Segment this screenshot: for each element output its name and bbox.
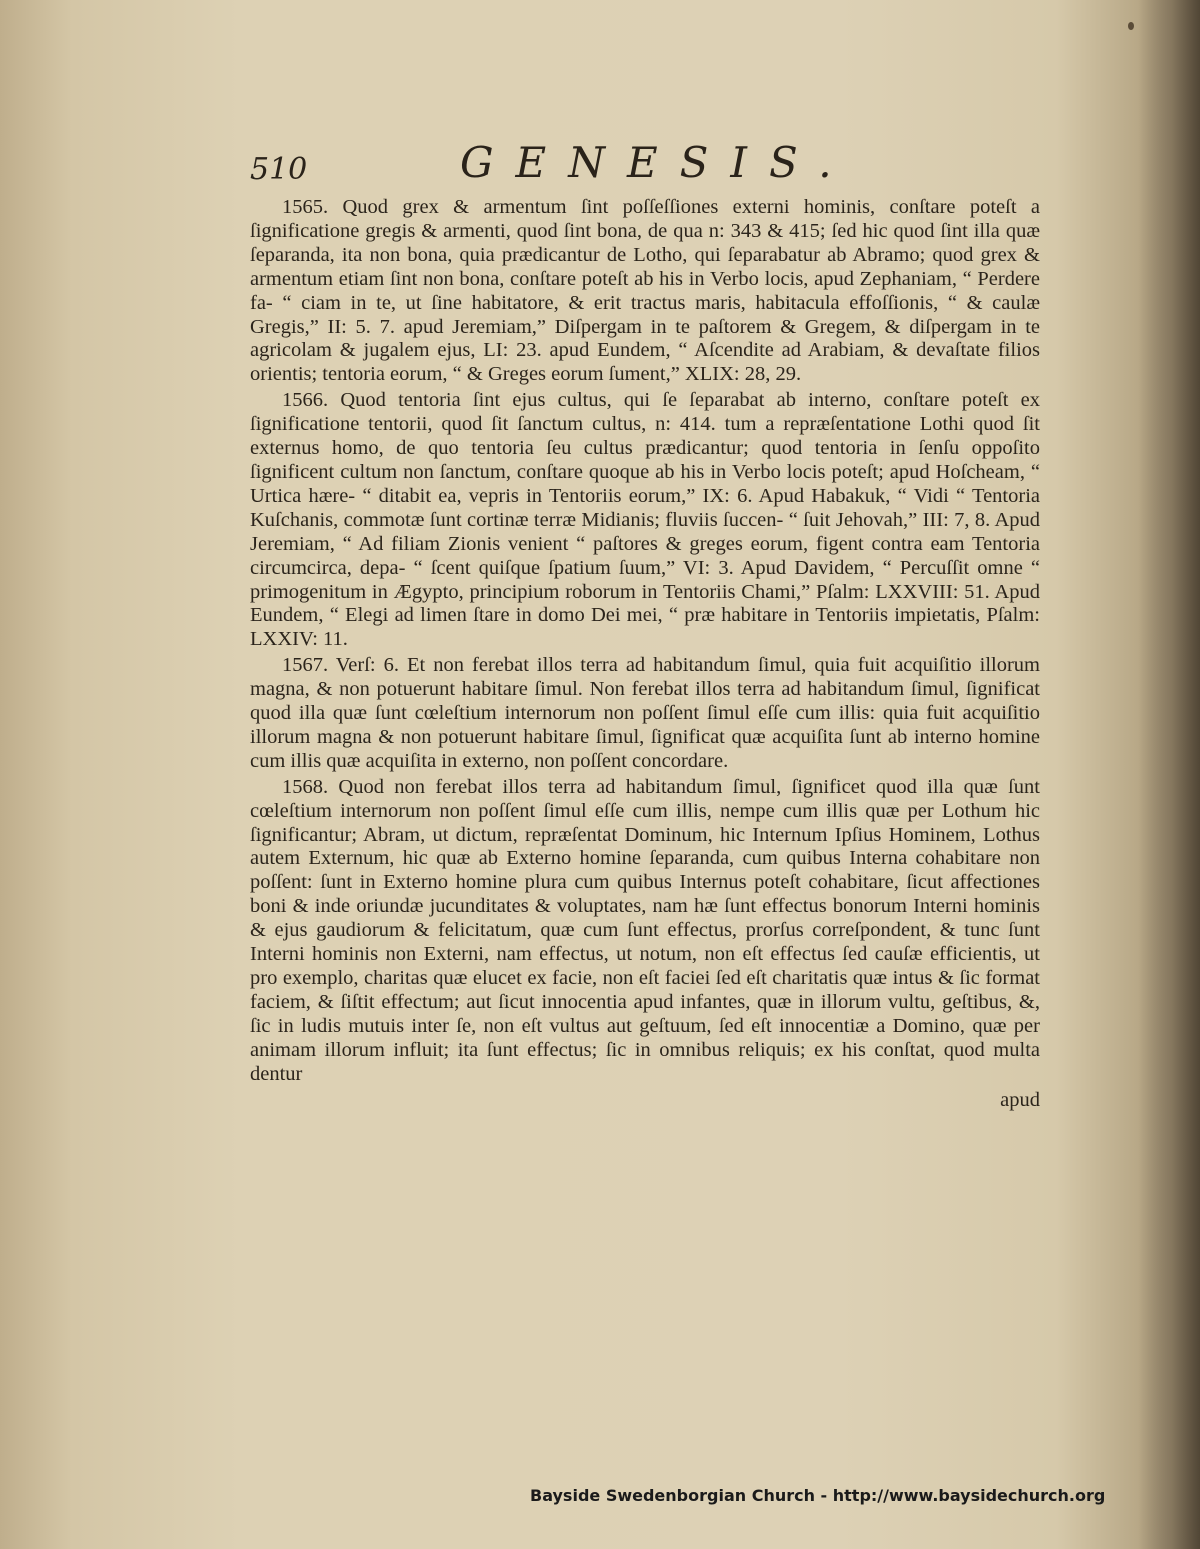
paragraph-1566: 1566. Quod tentoria ſint ejus cultus, qui ſe ſeparabat ab interno, conſtare poteſt ex ſignificatione tentorii, quod ſit ſanctum cultus, n: 414. tum a repræſentatione Lothi quod ſit externus homo, de quo tentoria ſeu cultus prædicantur; quod tentoria in ſenſu oppoſito ſignificent cultum non ſanctum, conſtare quoque ab his in Verbo locis poteſt; apud Hoſcheam, “ Urtica hære- “ ditabit ea, vepris in Tentoriis eorum,” IX: 6. Apud Habakuk, “ Vidi “ Tentoria Kuſchanis, commotæ ſunt cortinæ terræ Midianis; fluviis ſuccen- “ ſuit Jehovah,” III: 7, 8. Apud Jeremiam, “ Ad filiam Zionis venient “ paſtores & greges eorum, figent contra eam Tentoria circumcirca, depa- “ ſcent quiſque ſpatium ſuum,” VI: 3. Apud Davidem, “ Percuſſit omne “ primogenitum in Ægypto, principium roborum in Tentoriis Chami,” Pſalm: LXXVIII: 51. Apud Eundem, “ Elegi ad limen ſtare in domo Dei mei, “ præ habitare in Tentoriis impietatis, Pſalm: LXXIV: 11.	[250, 389, 1040, 651]
watermark-credit: Bayside Swedenborgian Church - http://www.baysidechurch.org	[530, 1486, 1106, 1505]
paragraph-1565: 1565. Quod grex & armentum ſint poſſeſſiones externi hominis, conſtare poteſt a ſignificatione gregis & armenti, quod ſint bona, de qua n: 343 & 415; ſed hic quod ſint illa quæ ſeparanda, ita non bona, quia prædicantur de Lotho, qui ſeparabatur ab Abramo; quod grex & armentum etiam ſint non bona, conſtare poteſt ab his in Verbo locis, apud Zephaniam, “ Perdere fa- “ ciam in te, ut ſine habitatore, & erit tractus maris, habitacula effoſſionis, “ & caulæ Gregis,” II: 5. 7. apud Jeremiam,” Diſpergam in te paſtorem & Gregem, & diſpergam in te agricolam & jugalem ejus, LI: 23. apud Eundem, “ Aſcendite ad Arabiam, & devaſtate filios orientis; tentoria eorum, “ & Greges eorum ſument,” XLIX: 28, 29.	[250, 196, 1040, 386]
paper-speck	[1128, 22, 1134, 30]
paragraph-1567: 1567. Verſ: 6. Et non ferebat illos terra ad habitandum ſimul, quia fuit acquiſitio illorum magna, & non potuerunt habitare ſimul. Non ferebat illos terra ad habitandum ſimul, ſignificat quod illa quæ ſunt cœleſtium internorum non poſſent ſimul eſſe cum illis: quia fuit acquiſitio illorum magna & non potuerunt habitare ſimul, ſignificat quæ acquiſita ſunt ab interno homine cum illis quæ acquiſita in externo, non poſſent concordare.	[250, 654, 1040, 772]
catchword: apud	[1000, 1088, 1040, 1111]
body-text	[250, 196, 1040, 1112]
page-number: 510	[250, 152, 308, 187]
running-head	[250, 138, 1040, 194]
page-edge-shadow	[1138, 0, 1200, 1549]
page-title: GENESIS.	[460, 138, 854, 187]
paragraph-1568: 1568. Quod non ferebat illos terra ad habitandum ſimul, ſignificet quod illa quæ ſunt cœleſtium internorum non poſſent ſimul eſſe cum illis, nempe cum illis quæ per Lothum hic ſignificantur; Abram, ut dictum, repræſentat Dominum, hic Internum Ipſius Hominem, Lothus autem Externum, hic quæ ab Externo homine ſeparanda, cum quibus Interna cohabitare non poſſent: ſunt in Externo homine plura cum quibus Internus poteſt cohabitare, ſicut affectiones boni & inde oriundæ jucunditates & voluptates, nam hæ ſunt effectus bonorum Interni hominis & ejus gaudiorum & felicitatum, quæ cum ſunt effectus, prorſus correſpondent, & tunc ſunt Interni hominis non Externi, nam effectus, ut notum, non eſt effectus ſed cauſæ efficientis, ut pro exemplo, charitas quæ elucet ex facie, non eſt faciei ſed eſt charitatis quæ intus & ſic format faciem, & ſiſtit effectum; aut ſicut innocentia apud infantes, quæ in illorum vultu, geſtibus, &, ſic in ludis mutuis inter ſe, non eſt vultus aut geſtuum, ſed eſt innocentiæ a Domino, quæ per animam illorum influit; ita ſunt effectus; ſic in omnibus reliquis; ex his conſtat, quod multa dentur	[250, 775, 1040, 1085]
